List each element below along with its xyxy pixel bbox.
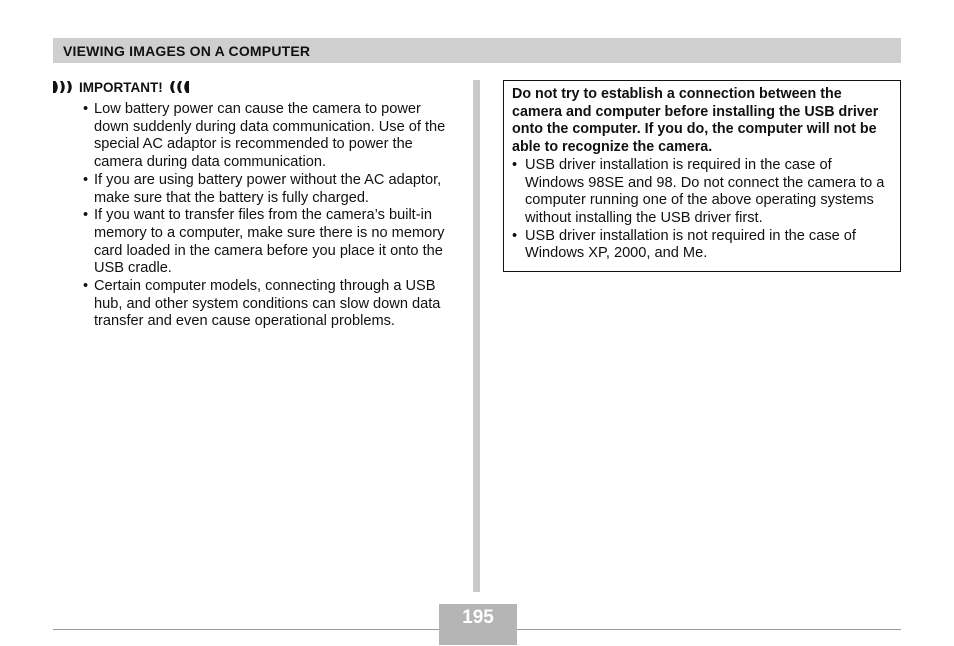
bullet-mark: • <box>83 207 89 224</box>
list-item-text: If you are using battery power without the AC adaptor, make sure that the battery is fully charged. <box>94 171 442 206</box>
important-heading <box>53 78 458 96</box>
important-list <box>83 101 458 331</box>
list-item <box>512 228 893 263</box>
list-item <box>512 157 893 228</box>
important-label: IMPORTANT! <box>79 79 163 95</box>
bullet-mark: • <box>83 171 89 188</box>
bullet-mark: • <box>512 156 518 173</box>
page-number-tab <box>439 604 517 645</box>
list-item-text: Low battery power can cause the camera to power down suddenly during data communication. Use of the special AC adaptor is recommended to power the camera during data communication. <box>94 101 446 171</box>
list-item <box>83 172 458 207</box>
notice-list <box>512 157 893 263</box>
page-number: 195 <box>462 607 494 628</box>
bullet-mark: • <box>83 101 89 117</box>
section-title: VIEWING IMAGES ON A COMPUTER <box>63 43 311 59</box>
list-item-text: If you want to transfer files from the camera’s built-in memory to a computer, make sure there is no memory card loaded in the camera before you place it onto the USB cradle. <box>94 207 445 277</box>
triple-arrow-left-icon <box>167 81 189 93</box>
list-item <box>83 207 458 278</box>
list-item <box>83 278 458 331</box>
list-item-text: USB driver installation is required in the case of Windows 98SE and 98. Do not connect the camera to a computer running one of the above operating systems without installing the USB driver first. <box>525 156 885 226</box>
bullet-mark: • <box>512 227 518 244</box>
usb-notice-box <box>503 80 901 272</box>
important-section <box>53 78 458 331</box>
column-divider <box>473 80 480 592</box>
notice-lead-text: Do not try to establish a connection between the camera and computer before installing the USB driver onto the computer. If you do, the computer will not be able to recognize the camera. <box>512 86 879 156</box>
triple-arrow-right-icon <box>53 81 75 93</box>
list-item-text: Certain computer models, connecting through a USB hub, and other system conditions can slow down data transfer and even cause operational problems. <box>94 278 441 330</box>
list-item <box>83 101 458 172</box>
section-header-bar <box>53 38 901 63</box>
list-item-text: USB driver installation is not required in the case of Windows XP, 2000, and Me. <box>525 227 856 262</box>
bullet-mark: • <box>83 278 89 295</box>
